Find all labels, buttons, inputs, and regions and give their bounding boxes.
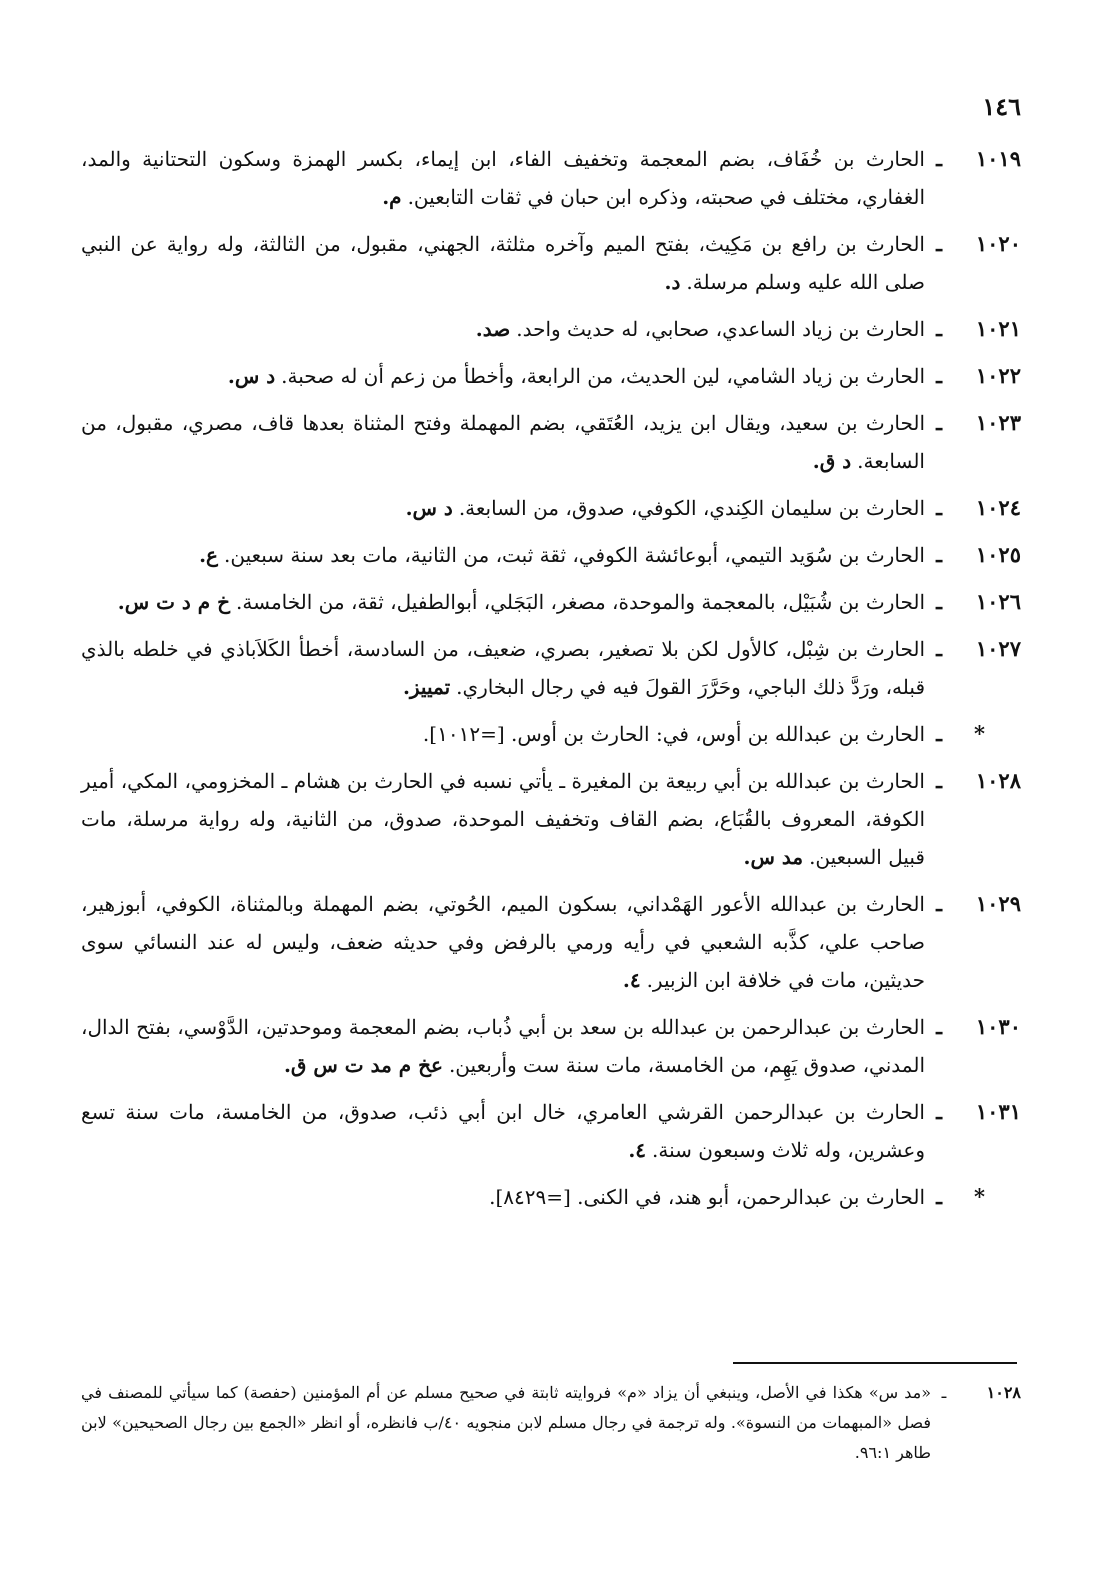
footnote-divider xyxy=(733,1362,1017,1364)
entry-number: ١٠٣٠ xyxy=(975,1014,1021,1039)
entry-text: الحارث بن عبدالرحمن، أبو هند، في الكنى. [=٨٤٢٩]. xyxy=(489,1185,925,1209)
entry-text: الحارث بن شُبَيْل، بالمعجمة والموحدة، مصغر، البَجَلي، أبوالطفيل، ثقة، من الخامسة. xyxy=(236,590,925,614)
entry-number: ١٠٢٥ xyxy=(975,542,1021,567)
entry-source-code: ٤. xyxy=(622,968,641,992)
entry-source-code: عخ م مد ت س ق. xyxy=(283,1053,443,1077)
entry-source-code: خ م د ت س. xyxy=(117,590,231,614)
footnote-number: ١٠٢٨ xyxy=(986,1383,1021,1402)
cross-reference-marker: * xyxy=(974,721,985,746)
entry-text: الحارث بن زياد الساعدي، صحابي، له حديث واحد. xyxy=(516,317,925,341)
biography-entry xyxy=(81,404,1021,480)
entry-dash: ـ xyxy=(936,590,942,614)
entry-source-code: ٤. xyxy=(628,1138,647,1162)
entry-body xyxy=(81,357,925,395)
entry-dash: ـ xyxy=(936,364,942,388)
entry-body xyxy=(81,310,925,348)
entry-dash: ـ xyxy=(936,232,942,256)
entry-text: الحارث بن شِبْل، كالأول لكن بلا تصغير، بصري، ضعيف، من السادسة، أخطأ الكَلاَباذي في خلطه بالذي قبله، ورَدَّ ذلك الباجي، وحَرَّرَ القولَ فيه في رجال البخاري. xyxy=(81,637,926,699)
entry-dash: ـ xyxy=(936,892,942,916)
entry-body xyxy=(81,1093,925,1169)
entry-text: الحارث بن سُوَيد التيمي، أبوعائشة الكوفي، ثقة ثبت، من الثانية، مات بعد سنة سبعين. xyxy=(224,543,925,567)
entry-body xyxy=(81,715,925,753)
entry-number: ١٠٢٦ xyxy=(975,589,1021,614)
entry-dash: ـ xyxy=(936,411,942,435)
entries-list xyxy=(81,140,1021,1225)
biography-entry xyxy=(81,489,1021,527)
entry-number: ١٠٢٠ xyxy=(975,231,1021,256)
cross-reference-marker: * xyxy=(974,1184,985,1209)
entry-source-code: ع. xyxy=(199,543,218,567)
entry-source-code: مد س. xyxy=(743,845,804,869)
entry-dash: ـ xyxy=(936,147,942,171)
entry-number: ١٠٣١ xyxy=(975,1099,1021,1124)
entry-number: ١٠١٩ xyxy=(975,146,1021,171)
entry-body xyxy=(81,225,925,301)
entry-number: ١٠٢٢ xyxy=(975,363,1021,388)
entry-text: الحارث بن زياد الشامي، لين الحديث، من الرابعة، وأخطأ من زعم أن له صحبة. xyxy=(281,364,925,388)
entry-source-code: صد. xyxy=(475,317,511,341)
biography-entry xyxy=(81,536,1021,574)
entry-body xyxy=(81,885,925,999)
entry-text: الحارث بن عبدالله الأعور الهَمْداني، بسكون الميم، الحُوتي، بضم المهملة وبالمثناة، الكوفي، أبوزهير، صاحب علي، كذَّبه الشعبي في رأيه ورمي بالرفض وفي حديثه ضعف، وليس له عند النسائي سوى حديثين، مات في خلافة ابن الزبير. xyxy=(81,892,925,992)
entry-number: ١٠٢٧ xyxy=(975,636,1021,661)
entry-dash: ـ xyxy=(936,1015,942,1039)
entry-source-code: د. xyxy=(664,270,681,294)
biography-entry xyxy=(81,225,1021,301)
biography-entry xyxy=(81,140,1021,216)
entry-body xyxy=(81,583,925,621)
biography-entry xyxy=(81,630,1021,706)
footnote-dash: ـ xyxy=(941,1383,947,1402)
entry-body xyxy=(81,762,925,876)
entry-dash: ـ xyxy=(936,722,942,746)
entry-body xyxy=(81,1008,925,1084)
biography-entry xyxy=(81,762,1021,876)
footnote xyxy=(81,1378,1021,1468)
entry-text: الحارث بن سعيد، ويقال ابن يزيد، العُتَقي، بضم المهملة وفتح المثناة بعدها قاف، مصري، مقبول، من السابعة. xyxy=(81,411,925,473)
entry-text: الحارث بن عبدالله بن أوس، في: الحارث بن أوس. [=١٠١٢]. xyxy=(422,722,925,746)
entry-text: الحارث بن سليمان الكِندي، الكوفي، صدوق، من السابعة. xyxy=(458,496,925,520)
entry-text: الحارث بن عبدالله بن أبي ربيعة بن المغيرة ـ يأتي نسبه في الحارث بن هشام ـ المخزومي، المكي، أمير الكوفة، المعروف بالقُبَاع، بضم القاف وتخفيف الموحدة، صدوق، من الثانية، وله رواية مرسلة، مات قبيل السبعين. xyxy=(81,769,925,869)
entry-body xyxy=(81,1178,925,1216)
cross-reference-entry xyxy=(81,1178,1021,1216)
entry-source-code: د س. xyxy=(405,496,453,520)
biography-entry xyxy=(81,1008,1021,1084)
entry-text: الحارث بن عبدالرحمن بن عبدالله بن سعد بن أبي ذُباب، بضم المعجمة وموحدتين، الدَّوْسي، بفتح الدال، المدني، صدوق يَهِم، من الخامسة، مات سنة ست وأربعين. xyxy=(81,1015,925,1077)
entry-source-code: د ق. xyxy=(812,449,852,473)
biography-entry xyxy=(81,357,1021,395)
biography-entry xyxy=(81,1093,1021,1169)
entry-number: ١٠٢٨ xyxy=(975,768,1021,793)
entry-dash: ـ xyxy=(936,496,942,520)
biography-entry xyxy=(81,310,1021,348)
entry-body xyxy=(81,630,925,706)
entry-number: ١٠٢١ xyxy=(975,316,1021,341)
entry-text: الحارث بن عبدالرحمن القرشي العامري، خال ابن أبي ذئب، صدوق، من الخامسة، مات سنة تسع وعشرين، وله ثلاث وسبعون سنة. xyxy=(81,1100,925,1162)
entry-body xyxy=(81,140,925,216)
entry-body xyxy=(81,489,925,527)
entry-number: ١٠٢٣ xyxy=(975,410,1021,435)
cross-reference-entry xyxy=(81,715,1021,753)
entry-source-code: تمييز. xyxy=(402,675,451,699)
entry-text: الحارث بن رافع بن مَكِيث، بفتح الميم وآخره مثلثة، الجهني، مقبول، من الثالثة، وله رواية عن النبي صلى الله عليه وسلم مرسلة. xyxy=(81,232,925,294)
page-number: ١٤٦ xyxy=(982,92,1021,121)
entry-dash: ـ xyxy=(936,1185,942,1209)
entry-dash: ـ xyxy=(936,637,942,661)
footnote-text: «مد س» هكذا في الأصل، وينبغي أن يزاد «م» فروايته ثابتة في صحيح مسلم عن أم المؤمنين (حفصة) كما سيأتي للمصنف في فصل «المبهمات من النسوة». وله ترجمة في رجال مسلم لابن منجويه ٤٠/ب فانظره، أو انظر «الجمع بين رجال الصحيحين» لابن طاهر ٩٦:١. xyxy=(81,1383,932,1462)
entry-dash: ـ xyxy=(936,543,942,567)
biography-entry xyxy=(81,885,1021,999)
entry-source-code: د س. xyxy=(227,364,276,388)
entry-body xyxy=(81,404,925,480)
entry-text: الحارث بن خُفَاف، بضم المعجمة وتخفيف الفاء، ابن إيماء، بكسر الهمزة وسكون التحتانية والمد، الغفاري، مختلف في صحبته، وذكره ابن حبان في ثقات التابعين. xyxy=(81,147,925,209)
entry-number: ١٠٢٩ xyxy=(975,891,1021,916)
entry-source-code: م. xyxy=(382,185,402,209)
entry-dash: ـ xyxy=(936,317,942,341)
biography-entry xyxy=(81,583,1021,621)
entry-dash: ـ xyxy=(936,769,942,793)
entry-dash: ـ xyxy=(936,1100,942,1124)
entry-number: ١٠٢٤ xyxy=(975,495,1021,520)
entry-body xyxy=(81,536,925,574)
